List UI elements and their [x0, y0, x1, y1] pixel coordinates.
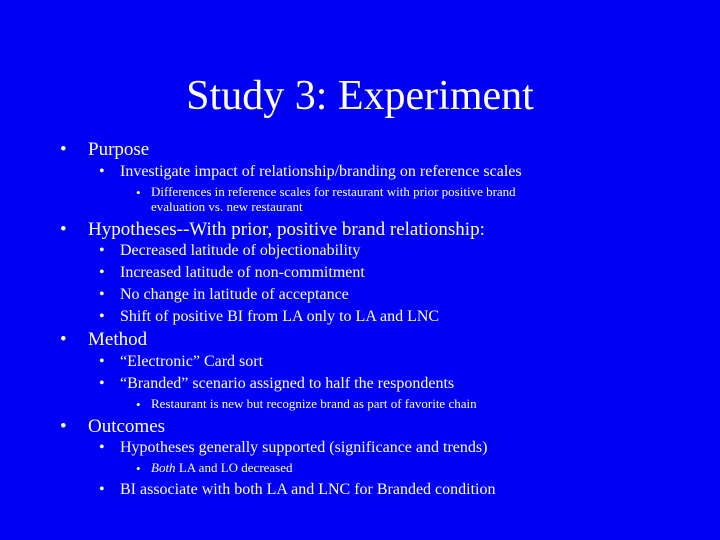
outcomes-heading: Outcomes [88, 416, 166, 437]
method-detail: Restaurant is new but recognize brand as part of favorite chain [151, 396, 477, 411]
bullet-icon: • [99, 439, 105, 456]
hypothesis-item: Decreased latitude of objectionability [120, 242, 361, 259]
bullet-icon: • [60, 139, 67, 160]
bullet-icon: • [99, 308, 105, 325]
method-heading: Method [88, 329, 148, 350]
purpose-detail-line1: Differences in reference scales for restaurant with prior positive brand [151, 184, 516, 199]
method-item: “Branded” scenario assigned to half the respondents [120, 375, 455, 392]
bullet-icon: • [99, 375, 105, 392]
bullet-icon: • [99, 481, 105, 498]
slide-title: Study 3: Experiment [186, 73, 534, 119]
purpose-item: Investigate impact of relationship/branding on reference scales [120, 163, 522, 180]
bullet-icon: • [99, 286, 105, 303]
bullet-icon: • [99, 242, 105, 259]
bullet-icon: • [60, 219, 67, 240]
bullet-icon: • [99, 163, 105, 180]
bullet-icon: • [136, 397, 141, 412]
bullet-icon: • [136, 185, 141, 200]
bullet-icon: • [136, 461, 141, 476]
hypothesis-item: No change in latitude of acceptance [120, 286, 349, 303]
hypothesis-item: Shift of positive BI from LA only to LA and LNC [120, 308, 440, 325]
bullet-icon: • [99, 353, 105, 370]
outcome-item: Hypotheses generally supported (significance and trends) [120, 439, 488, 456]
outcome-item: BI associate with both LA and LNC for Branded condition [120, 481, 496, 498]
bullet-icon: • [60, 329, 67, 350]
outcome-detail-text: LA and LO decreased [175, 460, 293, 475]
hypotheses-heading: Hypotheses--With prior, positive brand relationship: [88, 219, 485, 240]
purpose-heading: Purpose [88, 139, 150, 160]
outcome-detail-emphasis: Both [151, 460, 176, 475]
purpose-detail-line2: evaluation vs. new restaurant [151, 199, 303, 214]
bullet-icon: • [99, 264, 105, 281]
method-item: “Electronic” Card sort [120, 353, 264, 370]
bullet-icon: • [60, 416, 67, 437]
outcome-detail [151, 461, 293, 475]
hypothesis-item: Increased latitude of non-commitment [120, 264, 365, 281]
